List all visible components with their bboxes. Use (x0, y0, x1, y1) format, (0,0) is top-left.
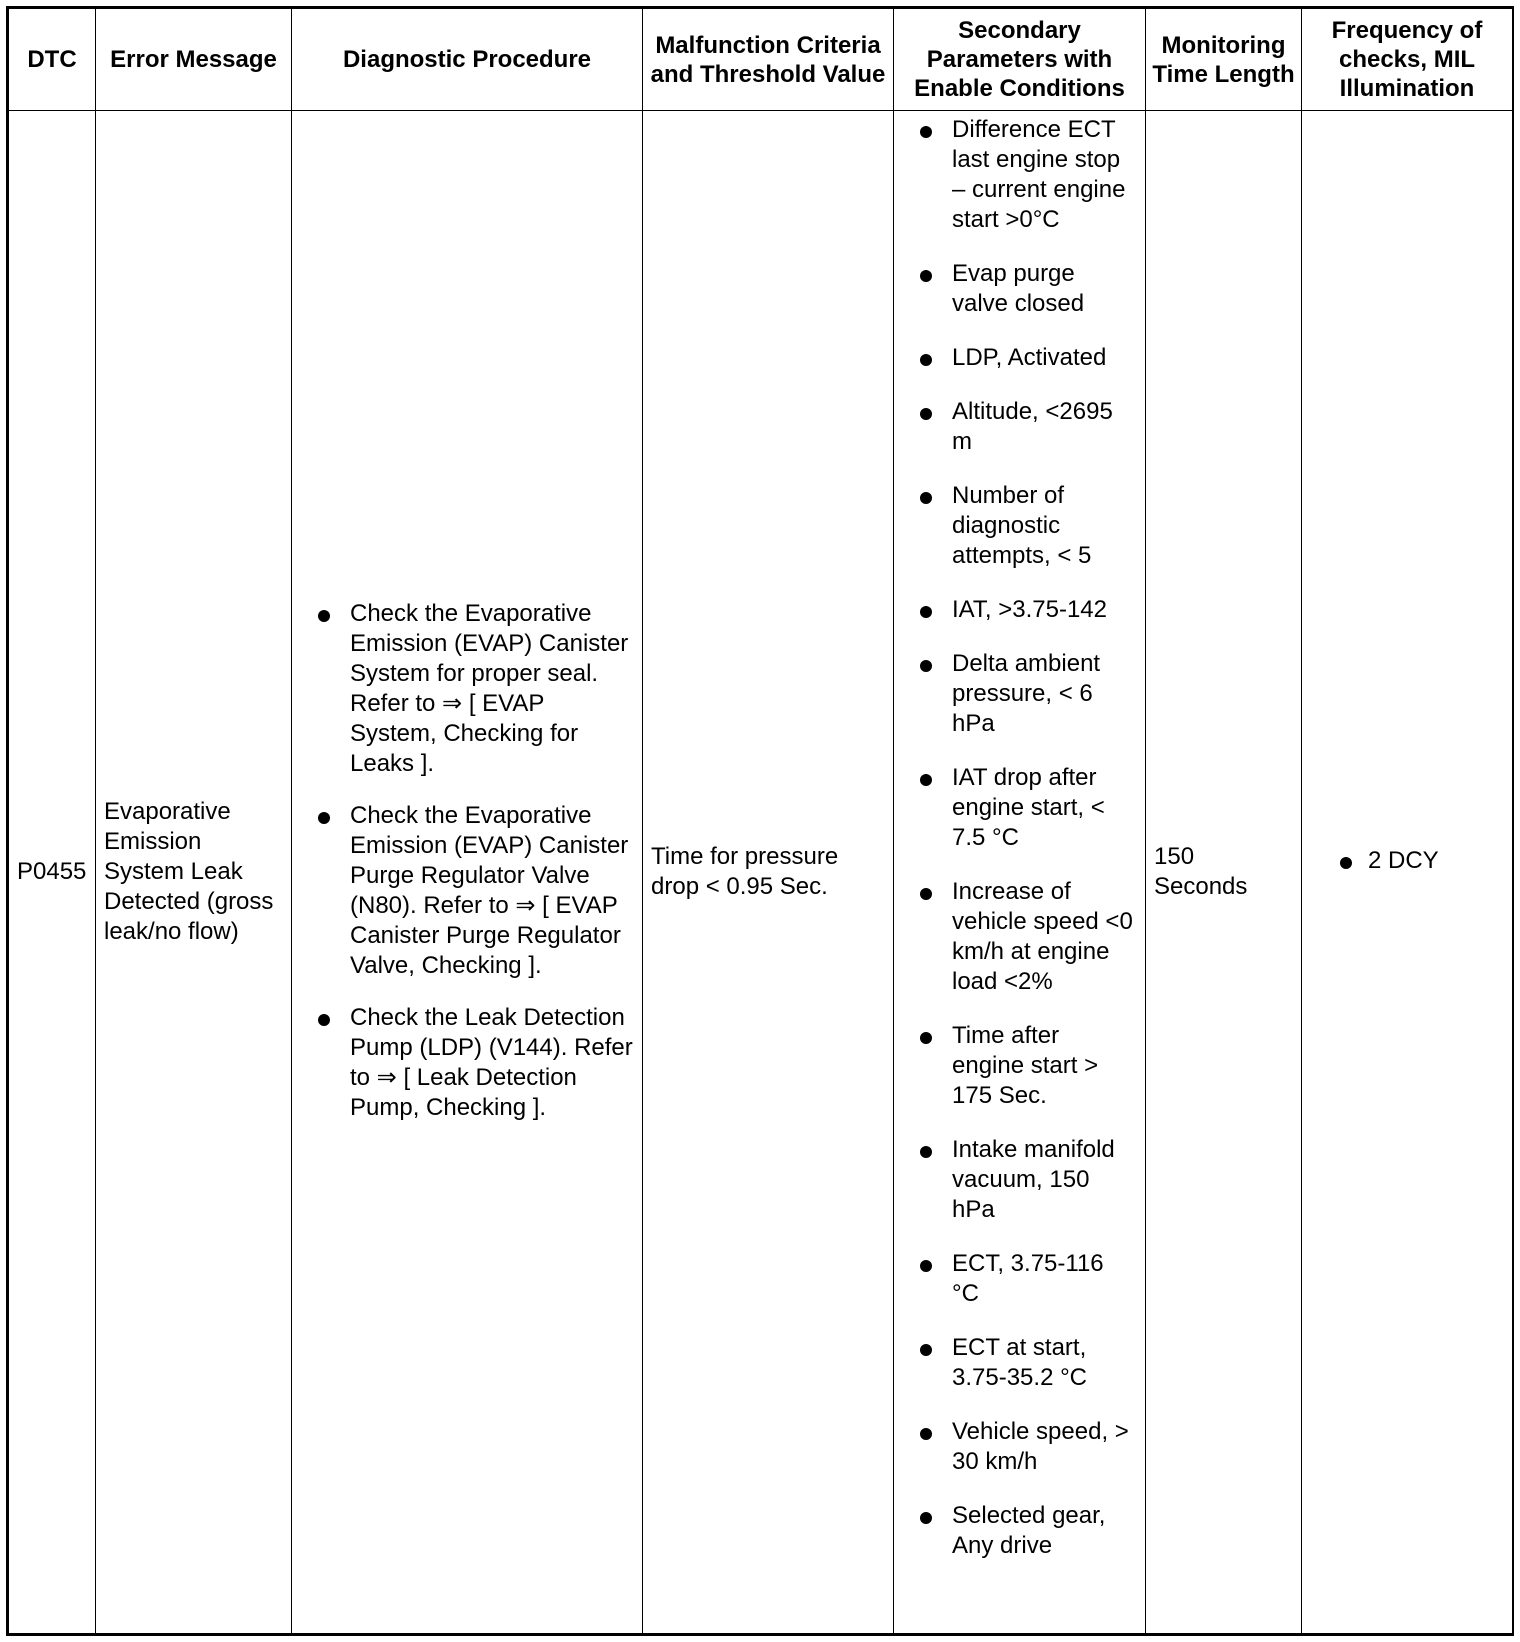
parameter-item: Increase of vehicle speed <0 km/h at engine load <2% (902, 877, 1137, 997)
cell-dtc: P0455 (9, 111, 96, 1634)
parameter-item: Altitude, <2695 m (902, 397, 1137, 457)
header-error-message: Error Message (96, 9, 292, 111)
table-row (9, 111, 1513, 1634)
header-row (9, 9, 1513, 111)
header-monitoring-time: Monitoring Time Length (1146, 9, 1302, 111)
parameter-item: Selected gear, Any drive (902, 1501, 1137, 1561)
procedure-item: Check the Leak Detection Pump (LDP) (V144). Refer to ⇒ [ Leak Detection Pump, Checking ]. (300, 1003, 634, 1123)
secondary-parameter-list (902, 115, 1137, 1561)
procedure-item: Check the Evaporative Emission (EVAP) Canister System for proper seal. Refer to ⇒ [ EVAP System, Checking for Leaks ]. (300, 599, 634, 779)
header-secondary-parameters: Secondary Parameters with Enable Conditions (894, 9, 1146, 111)
parameter-item: Number of diagnostic attempts, < 5 (902, 481, 1137, 571)
parameter-item: ECT, 3.75-116 °C (902, 1249, 1137, 1309)
procedure-item: Check the Evaporative Emission (EVAP) Canister Purge Regulator Valve (N80). Refer to ⇒ [ EVAP Canister Purge Regulator Valve, Checking ]. (300, 801, 634, 981)
parameter-item: Difference ECT last engine stop – current engine start >0°C (902, 115, 1137, 235)
document-page (6, 6, 1514, 1636)
parameter-item: LDP, Activated (902, 343, 1137, 373)
parameter-item: IAT drop after engine start, < 7.5 °C (902, 763, 1137, 853)
parameter-item: IAT, >3.75-142 (902, 595, 1137, 625)
cell-secondary-parameters (894, 111, 1146, 1634)
cell-error-message: Evaporative Emission System Leak Detected (gross leak/no flow) (96, 111, 292, 1634)
parameter-item: Delta ambient pressure, < 6 hPa (902, 649, 1137, 739)
header-dtc: DTC (9, 9, 96, 111)
frequency-list (1310, 846, 1504, 876)
diagnostic-table (8, 8, 1513, 1634)
procedure-list (300, 599, 634, 1123)
frequency-item: 2 DCY (1316, 846, 1504, 876)
parameter-item: Evap purge valve closed (902, 259, 1137, 319)
header-frequency: Frequency of checks, MIL Illumination (1302, 9, 1513, 111)
header-malfunction-criteria: Malfunction Criteria and Threshold Value (643, 9, 894, 111)
cell-frequency (1302, 111, 1513, 1634)
parameter-item: Time after engine start > 175 Sec. (902, 1021, 1137, 1111)
cell-malfunction-criteria: Time for pressure drop < 0.95 Sec. (643, 111, 894, 1634)
parameter-item: Vehicle speed, > 30 km/h (902, 1417, 1137, 1477)
cell-diagnostic-procedure (292, 111, 643, 1634)
parameter-item: ECT at start, 3.75-35.2 °C (902, 1333, 1137, 1393)
parameter-item: Intake manifold vacuum, 150 hPa (902, 1135, 1137, 1225)
cell-monitoring-time: 150 Seconds (1146, 111, 1302, 1634)
header-diagnostic-procedure: Diagnostic Procedure (292, 9, 643, 111)
